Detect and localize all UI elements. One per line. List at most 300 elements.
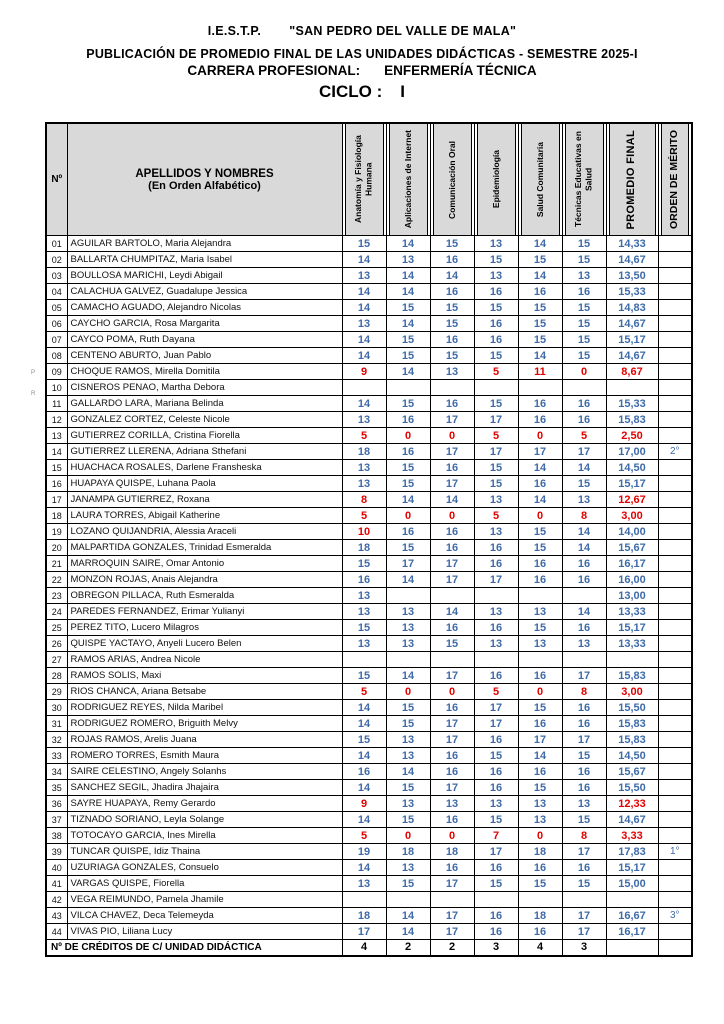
grade-cell: 16 (430, 396, 474, 412)
grade-cell: 15 (386, 540, 430, 556)
grade-cell: 14 (342, 396, 386, 412)
grade-cell (430, 652, 474, 668)
grade-cell: 15 (562, 876, 606, 892)
table-row (46, 764, 692, 780)
student-name: SAYRE HUAPAYA, Remy Gerardo (67, 796, 342, 812)
student-name: CENTENO ABURTO, Juan Pablo (67, 348, 342, 364)
rank-cell (658, 796, 692, 812)
rank-cell (658, 684, 692, 700)
grade-cell: 16 (342, 572, 386, 588)
students-body (46, 236, 692, 940)
grade-cell: 5 (562, 428, 606, 444)
average-cell: 17,00 (606, 444, 658, 460)
grade-cell: 8 (562, 828, 606, 844)
average-cell: 8,67 (606, 364, 658, 380)
credit-value: 2 (386, 940, 430, 956)
grade-cell: 15 (386, 332, 430, 348)
table-row (46, 636, 692, 652)
rank-cell (658, 556, 692, 572)
rank-cell (658, 636, 692, 652)
rank-cell (658, 572, 692, 588)
table-row (46, 332, 692, 348)
grade-cell: 14 (342, 284, 386, 300)
student-name: LOZANO QUIJANDRIA, Alessia Araceli (67, 524, 342, 540)
grade-cell: 16 (518, 764, 562, 780)
grade-cell: 15 (430, 348, 474, 364)
grade-cell: 0 (386, 684, 430, 700)
grade-cell: 13 (386, 748, 430, 764)
average-cell: 17,83 (606, 844, 658, 860)
grade-cell: 14 (342, 700, 386, 716)
grade-cell: 14 (562, 460, 606, 476)
grade-cell: 15 (386, 780, 430, 796)
grade-cell: 17 (342, 924, 386, 940)
grade-cell: 13 (562, 636, 606, 652)
grade-cell: 16 (386, 524, 430, 540)
table-row (46, 492, 692, 508)
student-name: PEREZ TITO, Lucero Milagros (67, 620, 342, 636)
rank-cell (658, 428, 692, 444)
table-row (46, 796, 692, 812)
grade-cell: 16 (342, 764, 386, 780)
rank-cell (658, 588, 692, 604)
grade-cell: 16 (430, 332, 474, 348)
grade-cell: 16 (562, 396, 606, 412)
grade-cell: 15 (518, 620, 562, 636)
institution-title (0, 24, 724, 38)
row-number: 40 (46, 860, 67, 876)
grade-cell: 15 (342, 732, 386, 748)
grade-cell: 14 (518, 236, 562, 252)
table-row (46, 828, 692, 844)
grade-cell: 15 (562, 812, 606, 828)
row-number: 01 (46, 236, 67, 252)
average-cell: 14,50 (606, 460, 658, 476)
rank-cell (658, 412, 692, 428)
credit-value: 4 (518, 940, 562, 956)
average-cell: 12,33 (606, 796, 658, 812)
grade-cell: 16 (430, 764, 474, 780)
grade-cell: 16 (386, 444, 430, 460)
grade-cell: 15 (518, 252, 562, 268)
table-row (46, 236, 692, 252)
grade-cell: 15 (386, 812, 430, 828)
grade-cell: 15 (386, 876, 430, 892)
grade-cell: 15 (518, 876, 562, 892)
grade-cell: 13 (474, 524, 518, 540)
cycle-label: CICLO : (318, 82, 383, 101)
column-header-subject (386, 123, 430, 236)
grade-cell: 15 (562, 300, 606, 316)
student-name: UZURIAGA GONZALES, Consuelo (67, 860, 342, 876)
grade-cell: 14 (518, 268, 562, 284)
table-row (46, 588, 692, 604)
grade-cell: 16 (562, 716, 606, 732)
table-row (46, 316, 692, 332)
student-name: ROMERO TORRES, Esmith Maura (67, 748, 342, 764)
student-name: TIZNADO SORIANO, Leyla Solange (67, 812, 342, 828)
grade-cell: 16 (430, 540, 474, 556)
credit-value: 3 (474, 940, 518, 956)
grade-cell (562, 380, 606, 396)
row-number: 25 (46, 620, 67, 636)
grade-cell: 16 (518, 668, 562, 684)
grade-cell: 11 (518, 364, 562, 380)
grade-cell: 0 (430, 508, 474, 524)
table-row (46, 476, 692, 492)
left-margin-mark: P (31, 370, 36, 376)
grade-cell: 15 (562, 252, 606, 268)
average-cell: 15,67 (606, 540, 658, 556)
student-name: CHOQUE RAMOS, Mirella Domitila (67, 364, 342, 380)
rank-cell (658, 268, 692, 284)
grade-cell: 16 (430, 700, 474, 716)
grade-cell: 14 (386, 316, 430, 332)
grade-cell (430, 588, 474, 604)
table-row (46, 284, 692, 300)
student-name: MONZON ROJAS, Anais Alejandra (67, 572, 342, 588)
names-header-line1: APELLIDOS Y NOMBRES (135, 167, 274, 180)
row-number: 44 (46, 924, 67, 940)
table-row (46, 812, 692, 828)
row-number: 38 (46, 828, 67, 844)
grade-cell: 15 (518, 780, 562, 796)
average-cell: 15,50 (606, 780, 658, 796)
rank-cell (658, 236, 692, 252)
grade-cell: 15 (342, 668, 386, 684)
grade-cell: 15 (474, 748, 518, 764)
table-row (46, 876, 692, 892)
grade-cell: 0 (386, 428, 430, 444)
student-name: SANCHEZ SEGIL, Jhadira Jhajaira (67, 780, 342, 796)
grade-cell: 14 (518, 460, 562, 476)
grade-cell: 5 (474, 684, 518, 700)
grade-cell: 16 (430, 860, 474, 876)
average-cell: 3,33 (606, 828, 658, 844)
grade-cell: 17 (562, 444, 606, 460)
grade-cell: 15 (562, 348, 606, 364)
grade-cell: 13 (386, 636, 430, 652)
grade-cell (430, 380, 474, 396)
grade-cell: 0 (518, 828, 562, 844)
grade-cell: 17 (474, 716, 518, 732)
rank-cell (658, 364, 692, 380)
row-number: 22 (46, 572, 67, 588)
grade-cell: 15 (386, 700, 430, 716)
grade-cell: 13 (342, 588, 386, 604)
grade-cell: 14 (430, 604, 474, 620)
career-label: CARRERA PROFESIONAL: (187, 63, 361, 78)
table-row (46, 652, 692, 668)
grade-cell: 13 (386, 252, 430, 268)
grade-cell: 13 (430, 364, 474, 380)
grade-cell: 5 (342, 828, 386, 844)
grade-cell: 16 (562, 556, 606, 572)
grade-cell: 16 (430, 284, 474, 300)
grade-cell: 10 (342, 524, 386, 540)
student-name: ROJAS RAMOS, Arelis Juana (67, 732, 342, 748)
grade-cell: 17 (430, 924, 474, 940)
table-row (46, 508, 692, 524)
table-row (46, 716, 692, 732)
grade-cell: 16 (430, 812, 474, 828)
grade-cell: 13 (342, 876, 386, 892)
grade-cell (386, 652, 430, 668)
credits-average-empty (606, 940, 658, 956)
average-cell: 13,50 (606, 268, 658, 284)
grade-cell: 13 (474, 796, 518, 812)
grade-cell: 14 (386, 764, 430, 780)
grade-cell: 17 (474, 572, 518, 588)
grade-cell: 13 (562, 796, 606, 812)
grade-cell: 14 (342, 860, 386, 876)
grade-cell (562, 588, 606, 604)
subject-label: Aplicaciones de Internet (402, 130, 413, 229)
grade-cell: 9 (342, 364, 386, 380)
grade-cell: 16 (562, 572, 606, 588)
average-cell: 13,00 (606, 588, 658, 604)
grade-cell (518, 380, 562, 396)
grade-cell: 17 (430, 572, 474, 588)
grade-cell: 14 (562, 540, 606, 556)
grade-cell: 16 (474, 620, 518, 636)
average-cell: 15,33 (606, 396, 658, 412)
grade-cell: 8 (342, 492, 386, 508)
grade-cell: 16 (562, 412, 606, 428)
grade-cell: 16 (430, 460, 474, 476)
grade-cell: 14 (342, 812, 386, 828)
credit-value: 2 (430, 940, 474, 956)
rank-cell: 2° (658, 444, 692, 460)
student-name: RODRIGUEZ ROMERO, Briguith Melvy (67, 716, 342, 732)
row-number: 09 (46, 364, 67, 380)
rank-cell (658, 700, 692, 716)
average-cell: 16,00 (606, 572, 658, 588)
row-number: 12 (46, 412, 67, 428)
grade-cell: 15 (474, 300, 518, 316)
grade-cell: 17 (474, 700, 518, 716)
row-number: 14 (46, 444, 67, 460)
column-header-subject (562, 123, 606, 236)
credit-value: 3 (562, 940, 606, 956)
grade-cell: 16 (562, 764, 606, 780)
rank-cell (658, 748, 692, 764)
column-header-subject (342, 123, 386, 236)
student-name: CISNEROS PENAO, Martha Debora (67, 380, 342, 396)
row-number: 19 (46, 524, 67, 540)
grade-cell: 13 (474, 492, 518, 508)
grade-cell: 14 (518, 492, 562, 508)
grade-cell: 13 (342, 636, 386, 652)
subject-label: Anatomía y Fisiología Humana (353, 135, 374, 224)
average-cell: 14,67 (606, 316, 658, 332)
grade-cell: 15 (562, 332, 606, 348)
row-number: 18 (46, 508, 67, 524)
column-header-subject (474, 123, 518, 236)
row-number: 37 (46, 812, 67, 828)
student-name: CAYCO POMA, Ruth Dayana (67, 332, 342, 348)
row-number: 27 (46, 652, 67, 668)
student-name: JANAMPA GUTIERREZ, Roxana (67, 492, 342, 508)
grade-cell (518, 892, 562, 908)
table-row (46, 780, 692, 796)
student-name: RAMOS SOLIS, Maxi (67, 668, 342, 684)
grade-cell: 5 (342, 508, 386, 524)
row-number: 33 (46, 748, 67, 764)
student-name: CALACHUA GALVEZ, Guadalupe Jessica (67, 284, 342, 300)
average-cell: 3,00 (606, 684, 658, 700)
grade-cell (342, 380, 386, 396)
average-cell: 15,50 (606, 700, 658, 716)
rank-cell (658, 492, 692, 508)
subject-label: Epidemiología (490, 150, 501, 209)
credits-label: Nº DE CRÉDITOS DE C/ UNIDAD DIDÁCTICA (46, 940, 342, 956)
row-number: 29 (46, 684, 67, 700)
grade-cell: 16 (474, 668, 518, 684)
grade-cell: 15 (342, 236, 386, 252)
average-cell: 15,17 (606, 332, 658, 348)
grade-cell: 15 (342, 556, 386, 572)
rank-cell (658, 812, 692, 828)
grade-cell: 0 (518, 428, 562, 444)
average-cell: 13,33 (606, 604, 658, 620)
rank-cell (658, 828, 692, 844)
grade-cell: 14 (386, 572, 430, 588)
grade-cell: 17 (562, 844, 606, 860)
grade-cell: 16 (474, 732, 518, 748)
grade-cell: 14 (342, 348, 386, 364)
student-name: MALPARTIDA GONZALES, Trinidad Esmeralda (67, 540, 342, 556)
row-number: 39 (46, 844, 67, 860)
grade-cell: 16 (474, 908, 518, 924)
grade-cell: 16 (474, 540, 518, 556)
rank-cell (658, 668, 692, 684)
left-margin-mark: R (31, 391, 36, 397)
student-name: VIVAS PIO, Liliana Lucy (67, 924, 342, 940)
rank-label: ORDEN DE MÉRITO (668, 130, 681, 229)
table-row (46, 364, 692, 380)
student-name: RAMOS ARIAS, Andrea Nicole (67, 652, 342, 668)
grade-cell: 18 (342, 908, 386, 924)
table-row (46, 860, 692, 876)
row-number: 13 (46, 428, 67, 444)
row-number: 21 (46, 556, 67, 572)
credits-row (46, 940, 692, 956)
grade-cell (518, 588, 562, 604)
table-row (46, 268, 692, 284)
grade-cell: 13 (430, 796, 474, 812)
grade-cell: 16 (430, 524, 474, 540)
average-cell: 14,83 (606, 300, 658, 316)
table-row (46, 396, 692, 412)
rank-cell (658, 316, 692, 332)
grade-cell: 18 (386, 844, 430, 860)
grade-cell: 8 (562, 508, 606, 524)
student-name: AGUILAR BARTOLO, Maria Alejandra (67, 236, 342, 252)
grade-cell: 0 (430, 684, 474, 700)
row-number: 15 (46, 460, 67, 476)
grade-cell: 16 (562, 860, 606, 876)
grade-cell: 17 (430, 780, 474, 796)
student-name: PAREDES FERNANDEZ, Erimar Yulianyi (67, 604, 342, 620)
average-cell: 15,33 (606, 284, 658, 300)
grade-cell: 17 (430, 716, 474, 732)
average-cell: 15,83 (606, 412, 658, 428)
grade-cell: 13 (518, 636, 562, 652)
row-number: 32 (46, 732, 67, 748)
row-number: 24 (46, 604, 67, 620)
credits-rank-empty (658, 940, 692, 956)
grade-cell: 14 (386, 364, 430, 380)
grade-cell: 17 (474, 444, 518, 460)
student-name: CAMACHO AGUADO, Alejandro Nicolas (67, 300, 342, 316)
rank-cell (658, 876, 692, 892)
grade-cell: 15 (562, 748, 606, 764)
row-number: 17 (46, 492, 67, 508)
grade-cell (518, 652, 562, 668)
average-cell: 12,67 (606, 492, 658, 508)
grade-cell: 15 (474, 460, 518, 476)
grade-cell: 14 (518, 348, 562, 364)
grade-cell: 14 (342, 332, 386, 348)
student-name: GALLARDO LARA, Mariana Belinda (67, 396, 342, 412)
grade-cell: 15 (474, 252, 518, 268)
average-cell: 3,00 (606, 508, 658, 524)
student-name: RODRIGUEZ REYES, Nilda Maribel (67, 700, 342, 716)
grade-cell: 16 (474, 764, 518, 780)
grade-cell: 14 (386, 284, 430, 300)
table-row (46, 620, 692, 636)
column-header-number: Nº (46, 123, 67, 236)
grade-cell (386, 892, 430, 908)
average-label: PROMEDIO FINAL (625, 129, 638, 230)
grade-cell: 14 (430, 492, 474, 508)
grade-cell: 17 (386, 556, 430, 572)
average-cell: 15,17 (606, 476, 658, 492)
grade-cell: 16 (518, 924, 562, 940)
grade-cell: 13 (474, 268, 518, 284)
average-cell (606, 652, 658, 668)
grade-cell: 13 (474, 604, 518, 620)
grade-cell: 0 (518, 508, 562, 524)
grade-cell: 15 (430, 636, 474, 652)
grade-cell: 16 (430, 252, 474, 268)
grade-cell (386, 380, 430, 396)
average-cell: 14,00 (606, 524, 658, 540)
grade-cell: 19 (342, 844, 386, 860)
rank-cell (658, 396, 692, 412)
grade-cell (562, 892, 606, 908)
average-cell: 2,50 (606, 428, 658, 444)
row-number: 11 (46, 396, 67, 412)
grade-cell: 17 (474, 844, 518, 860)
grade-cell: 16 (474, 860, 518, 876)
grade-cell: 16 (562, 284, 606, 300)
column-header-average (606, 123, 658, 236)
average-cell: 16,67 (606, 908, 658, 924)
grade-cell: 15 (474, 396, 518, 412)
grade-cell: 15 (430, 316, 474, 332)
average-cell: 15,17 (606, 620, 658, 636)
student-name: VILCA CHAVEZ, Deca Telemeyda (67, 908, 342, 924)
row-number: 04 (46, 284, 67, 300)
grade-cell: 15 (474, 476, 518, 492)
cycle-value: I (400, 82, 405, 101)
grade-cell: 15 (562, 316, 606, 332)
grade-cell: 14 (562, 604, 606, 620)
grade-cell: 9 (342, 796, 386, 812)
grade-cell: 16 (562, 780, 606, 796)
